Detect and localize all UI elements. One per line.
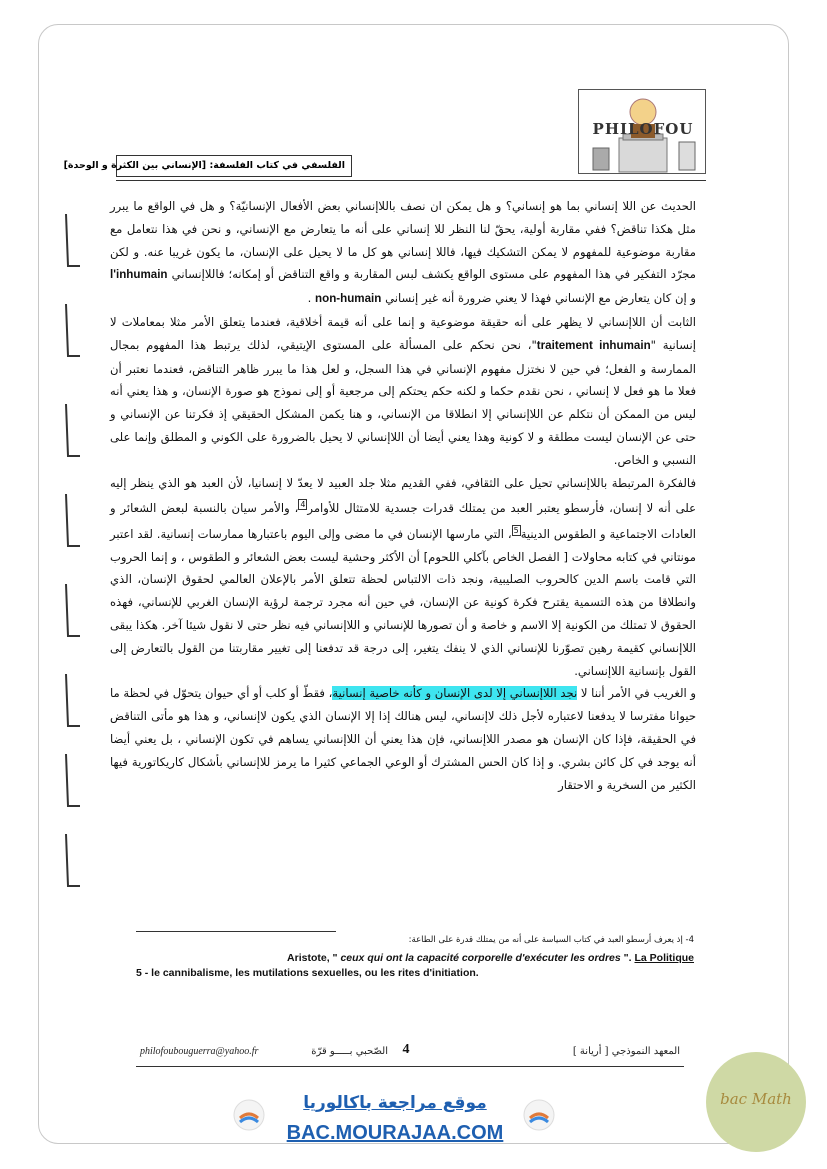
paragraph-text: "، نحن نحكم على المسألة على المستوى الإيتيقي، لذلك يرتبط هذا المفهوم بمجال الممارسة و الفعل؛ في حين لا نختزل مفهوم الإنساني في هذا السجل، و لعل هذا ما يبرر ظاهر التناقض، فعندما نعتبر أن فعلا ما هو فعل لا إنساني ، نحن نقدم حكما و لكنه حكم يحتكم إلى مرجعية أو إلى نموذج هو صورة الإنسان، و هذا يعني أنه ليس من الممكن أن نتكلم عن اللاإنساني إلا انطلاقا من الإنساني، و هنا يكمن المشكل الحقيقي إذ فكرتنا عن الإنساني و حتى عن الإنسان ليست مطلقة و لا كونية وهذا يعني أيضا أن اللاإنساني لا يحيل بالضرورة على الكوني و المطلق وإنما على النسبي و الخاص. [110, 337, 696, 467]
margin-mark-icon [62, 300, 84, 360]
footnote-5: 5 - le cannibalisme, les mutilations sexuelles, ou les rites d'initiation. [136, 967, 479, 979]
footnote-ref[interactable]: 5 [513, 526, 519, 536]
book-logo-icon [522, 1098, 556, 1132]
book-logo-icon [232, 1098, 266, 1132]
paragraph-text: ، فقطّ أو كلب أو أي حيوان يتحوّل في لحظة ما حيوانا مفترسا لا يدفعنا لاعتباره لأجل ذلك لاإنساني، ليس هنالك إذا إلا الإنسان الذي يكون لاإنساني، و هذا هو مأتى التناقض في الحقيقة، فإذا كان الإنسان هو مصدر اللاإنساني، فإن هذا يعني أن اللاإنساني يساهم في تكون الإنساني ، بل يعني أيضا أنه يوجد في كل كائن بشري. و إذا كان الحس المشترك أو الوعي الجماعي كثيرا ما يرمز للاإنساني بأشكال كاريكاتورية فيها الكثير من السخرية و الاحتقار [110, 686, 696, 792]
latin-term: traitement inhumain [536, 338, 651, 352]
margin-mark-icon [62, 400, 84, 460]
margin-mark-icon [62, 490, 84, 550]
logo-text: PHILOFOU [592, 120, 694, 138]
paragraph-text: فالفكرة المرتبطة باللاإنساني تحيل على الثقافي، ففي القديم مثلا جلد العبيد لا يعدّ لا إنسانيا، لأن العبد هو الذي ينظر إليه على أنه لا إنسان، فأرسطو يعتبر العبد من يمتلك قدرات جسدية للامتثال للأوامر [110, 475, 696, 516]
footer-author: الصّحبي بـــــو قرّة [311, 1046, 388, 1057]
latin-term: non-humain [315, 292, 382, 306]
paragraph [110, 311, 696, 472]
philosopher-logo [578, 89, 706, 174]
paragraph [110, 682, 696, 796]
citation-end: ". [623, 952, 635, 964]
citation-author: Aristote, " [287, 952, 338, 964]
paragraph-text: الحديث عن اللا إنساني بما هو إنساني؟ و هل يمكن ان نصف باللاإنساني بعض الأفعال الإنسانيّة؟ و هل في الواقع ما يبرر مثل هكذا تناقض؟ ففي مقاربة أولية، يحقّ لنا النظر للا إنساني على أنه ما يتعارض مع الإنساني، و نحن في هذا نتعامل مع مقاربة موضوعية للمفهوم لا يمكن التشكيك فيها، فاللا إنساني هو كل ما لا يحيل على الإنسان، ما يكون غريبا عنه. و لكن مجرّد التفكير في هذا المفهوم على مستوى الواقع يكشف لبس المقاربة و واقع التناقض أو إمكانه؛ فاللاإنساني [110, 199, 696, 282]
margin-mark-icon [62, 210, 84, 270]
paragraph-text: ، والأمر سيان بالنسبة لبعض الشعائر و العادات الاجتماعية و الطقوس الدينية [110, 501, 696, 541]
paragraph-text: و الغريب في الأمر أننا لا [580, 686, 696, 701]
paragraph-text: الثابت أن اللاإنساني لا يظهر على أنه حقيقة موضوعية و إنما على أنه قيمة أخلاقية، فعندما يتعلق الأمر مثلا بمعاملات لا إنسانية " [110, 314, 696, 352]
header-divider [116, 180, 706, 181]
citation-quote: ceux qui ont la capacité corporelle d'exécuter les ordres [337, 952, 624, 964]
margin-mark-icon [62, 670, 84, 730]
paragraph-text: ، التي مارسها الإنسان في ما مضى وإلى اليوم باعتبارها ممارسات إنسانية. لقد اعتبر مونتاني في كتابه محاولات [ الفصل الخاص بآكلي اللحوم] أن الأكثر وحشية ليست بعض الشعائر و الطقوس ، و إنما الحروب التي قامت باسم الدين كالحروب الصليبية، ونجد ذات الالتباس لحظة تتعلق الأمر بالإعلان العالمي لحقوق الإنسان، الذي وانطلاقا من هذه التسمية يقترح فكرة كونية عن الإنسان، في حين أنه مجرد ترجمة لرؤية الإنسان الغربي للإنساني، فهذه الحقوق لا تمتلك من الكونية إلا الاسم و خاصة و أن تصورها للإنساني و اللاإنساني فيه نظر حتى لا نقول شيئا آخر. هكذا يبقى اللاإنساني كقيمة رهين تصوّرنا للإنساني الذي لا ينفك يتغير، إلى درجة قد تدفعنا إلى تغيير مقاربتنا من القول بالتعارض إلى القول بإنسانية اللاإنساني. [110, 526, 696, 678]
bac-math-text: bac Math [720, 1090, 792, 1108]
highlighted-text: نجد اللاإنساني إلا لدى الإنسان و كأنه خاصية إنسانية [332, 686, 578, 701]
site-link[interactable]: BAC.MOURAJAA.COM [286, 1122, 504, 1144]
margin-mark-icon [62, 750, 84, 810]
paragraph-text: . [307, 291, 312, 306]
site-name-arabic[interactable]: موقع مراجعة باكالوريا [303, 1093, 487, 1113]
paragraph-text: و إن كان يتعارض مع الإنساني فهذا لا يعني ضرورة أنه غير إنساني [385, 291, 696, 306]
footnote-ref[interactable]: 4 [300, 500, 306, 510]
header-title: الفلسفي في كتاب الفلسفة: [الإنساني بين الكثرة و الوحدة] [116, 155, 352, 177]
footer-email[interactable]: philofoubouguerra@yahoo.fr [140, 1046, 259, 1057]
footer-institute: المعهد النموذجي [ أريانة ] [572, 1046, 680, 1057]
paragraph [110, 472, 696, 683]
footnote-divider [136, 931, 336, 932]
body-text [110, 195, 696, 796]
paragraph [110, 195, 696, 311]
citation-book: La Politique [634, 952, 694, 964]
page-number: 4 [402, 1042, 410, 1057]
margin-mark-icon [62, 830, 84, 890]
footnote-4-citation [136, 952, 694, 964]
footer-divider [136, 1066, 684, 1067]
latin-term: l'inhumain [110, 268, 168, 282]
footnote-4-arabic: 4- إذ يعرف أرسطو العبد في كتاب السياسة على أنه من يمتلك قدرة على الطاعة: [408, 935, 694, 945]
margin-mark-icon [62, 580, 84, 640]
